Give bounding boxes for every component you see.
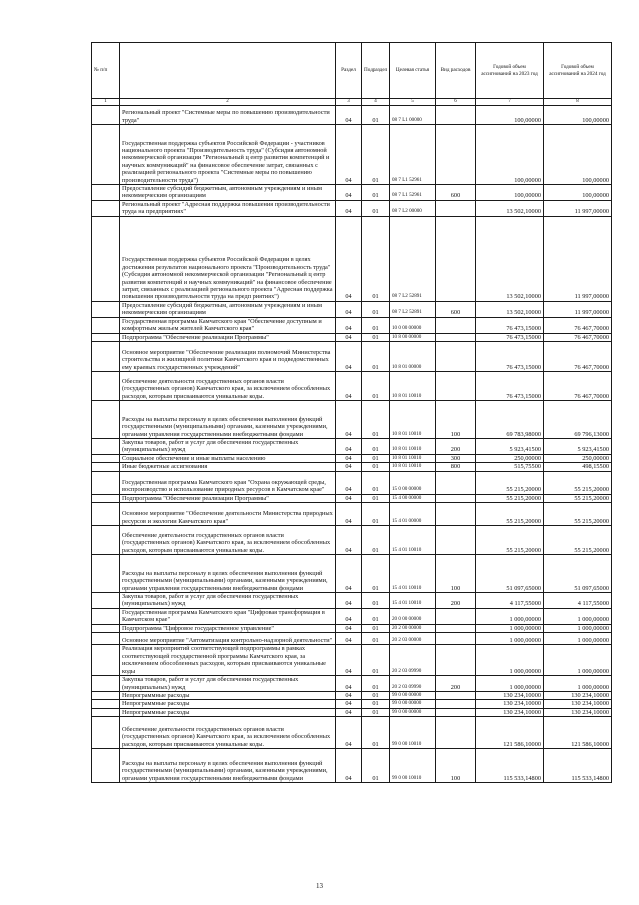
table-row <box>92 749 612 783</box>
row-num-cell <box>92 717 120 749</box>
row-expense: 200 <box>436 676 476 692</box>
table-row <box>92 471 612 494</box>
row-value-2023: 4 117,55000 <box>476 593 544 609</box>
row-section: 04 <box>336 200 362 216</box>
row-target: 99 0 00 10010 <box>390 717 436 749</box>
row-section: 04 <box>336 691 362 699</box>
row-value-2023: 55 215,20000 <box>476 526 544 555</box>
row-num-cell <box>92 333 120 341</box>
row-num-cell <box>92 454 120 462</box>
row-num-cell <box>92 471 120 494</box>
row-target: 10 8 01 00000 <box>390 342 436 372</box>
row-subsection: 01 <box>362 645 390 676</box>
row-value-2024: 69 796,13000 <box>544 401 612 439</box>
table-row <box>92 645 612 676</box>
row-name: Подпрограмма "Обеспечение реализации Программы" <box>120 333 336 341</box>
row-name: Государственная поддержка субъектов Российской Федерации - участников национального проекта "Производительность труда" (Субсидия автономной некоммерческой организации "Региональный ц ентр развития компетенций и научных коммуникаций" на финансовое обеспечение затрат, связанных с реализацией регионального проекта "Системные меры по повышению производительности труда") <box>120 125 336 185</box>
table-row <box>92 624 612 632</box>
row-section: 04 <box>336 463 362 471</box>
row-target: 15 0 00 00000 <box>390 471 436 494</box>
budget-table <box>91 42 612 783</box>
row-section: 04 <box>336 608 362 624</box>
row-target: 08 7 L2 52891 <box>390 216 436 301</box>
row-value-2023: 130 234,10000 <box>476 691 544 699</box>
row-expense: 100 <box>436 749 476 783</box>
row-expense: 200 <box>436 439 476 455</box>
row-value-2023: 1 000,00000 <box>476 676 544 692</box>
row-expense: 300 <box>436 454 476 462</box>
header-section: Раздел <box>336 43 362 99</box>
row-expense: 100 <box>436 555 476 593</box>
column-number: 5 <box>390 99 436 106</box>
row-expense <box>436 633 476 645</box>
table-row <box>92 106 612 125</box>
row-target: 20 0 00 00000 <box>390 608 436 624</box>
row-subsection: 01 <box>362 401 390 439</box>
row-value-2024: 55 215,20000 <box>544 526 612 555</box>
row-target: 99 0 00 10010 <box>390 749 436 783</box>
row-expense <box>436 317 476 333</box>
row-value-2024: 55 215,20000 <box>544 494 612 502</box>
row-num-cell <box>92 700 120 708</box>
row-name: Обеспечение деятельности государственных органов власти (государственных органов) Камчатского края, за исключением обособленных расходов, которым присваиваются уникальные коды. <box>120 372 336 401</box>
row-section: 04 <box>336 717 362 749</box>
row-value-2024: 100,00000 <box>544 125 612 185</box>
table-row <box>92 317 612 333</box>
row-value-2024: 11 997,00000 <box>544 301 612 317</box>
row-section: 04 <box>336 593 362 609</box>
column-number: 2 <box>120 99 336 106</box>
row-num-cell <box>92 372 120 401</box>
row-subsection: 01 <box>362 526 390 555</box>
row-section: 04 <box>336 633 362 645</box>
row-target: 15 4 01 10010 <box>390 593 436 609</box>
row-subsection: 01 <box>362 106 390 125</box>
row-value-2024: 76 467,70000 <box>544 372 612 401</box>
row-expense <box>436 717 476 749</box>
row-target: 15 4 01 10010 <box>390 526 436 555</box>
row-section: 04 <box>336 333 362 341</box>
row-name: Региональный проект "Адресная поддержка повышения производительности труда на предприятиях" <box>120 200 336 216</box>
row-value-2024: 1 000,00000 <box>544 676 612 692</box>
table-row <box>92 608 612 624</box>
row-num-cell <box>92 503 120 526</box>
row-value-2024: 55 215,20000 <box>544 503 612 526</box>
row-value-2023: 1 000,00000 <box>476 645 544 676</box>
table-row <box>92 200 612 216</box>
row-expense: 200 <box>436 593 476 609</box>
row-value-2023: 13 502,10000 <box>476 301 544 317</box>
row-expense <box>436 526 476 555</box>
row-value-2024: 121 586,10000 <box>544 717 612 749</box>
row-num-cell <box>92 633 120 645</box>
table-row <box>92 216 612 301</box>
table-row <box>92 708 612 716</box>
row-num-cell <box>92 645 120 676</box>
row-num-cell <box>92 125 120 185</box>
row-expense <box>436 106 476 125</box>
column-number: 8 <box>544 99 612 106</box>
header-2024: Годовой объем ассигнований на 2024 год <box>544 43 612 99</box>
row-name: Государственная поддержка субъектов Российской Федерации в целях достижения результатов национального проекта "Производительность труда" (Субсидия автономной некоммерческой организации "Региональный ц ентр развития компетенций и научных коммуникаций" на финансовое обеспечение затрат, связанных с реализацией регионального проекта "Адресная поддержка повышения производительности труда на предп риятиях") <box>120 216 336 301</box>
row-value-2024: 498,15500 <box>544 463 612 471</box>
row-num-cell <box>92 708 120 716</box>
row-section: 04 <box>336 342 362 372</box>
row-target: 15 4 00 00000 <box>390 494 436 502</box>
row-value-2023: 55 215,20000 <box>476 471 544 494</box>
row-expense <box>436 125 476 185</box>
row-target: 08 7 L1 52961 <box>390 125 436 185</box>
row-target: 08 7 L2 00000 <box>390 200 436 216</box>
row-name: Социальное обеспечение и иные выплаты населению <box>120 454 336 462</box>
row-name: Государственная программа Камчатского края "Обеспечение доступным и комфортным жильем жителей Камчатского края" <box>120 317 336 333</box>
row-value-2024: 130 234,10000 <box>544 691 612 699</box>
row-target: 10 8 01 10010 <box>390 454 436 462</box>
row-subsection: 01 <box>362 342 390 372</box>
row-section: 04 <box>336 401 362 439</box>
row-num-cell <box>92 555 120 593</box>
row-expense <box>436 691 476 699</box>
row-section: 04 <box>336 471 362 494</box>
row-num-cell <box>92 317 120 333</box>
row-value-2024: 76 467,70000 <box>544 333 612 341</box>
row-name: Региональный проект "Системные меры по повышению производительности труда" <box>120 106 336 125</box>
row-value-2023: 5 923,41500 <box>476 439 544 455</box>
row-value-2024: 1 000,00000 <box>544 633 612 645</box>
row-value-2024: 130 234,10000 <box>544 700 612 708</box>
row-name: Предоставление субсидий бюджетным, автономным учреждениям и иным некоммерческим организациям <box>120 185 336 201</box>
row-name: Закупка товаров, работ и услуг для обеспечения государственных (муниципальных) нужд <box>120 593 336 609</box>
row-subsection: 01 <box>362 216 390 301</box>
row-target: 20 2 00 00000 <box>390 624 436 632</box>
row-num-cell <box>92 439 120 455</box>
table-row <box>92 717 612 749</box>
row-target: 10 8 01 10010 <box>390 401 436 439</box>
column-number: 6 <box>436 99 476 106</box>
row-name: Основное мероприятие "Обеспечение деятельности Министерства природных ресурсов и экологии Камчатского края" <box>120 503 336 526</box>
table-row <box>92 463 612 471</box>
row-value-2024: 130 234,10000 <box>544 708 612 716</box>
row-num-cell <box>92 749 120 783</box>
row-subsection: 01 <box>362 471 390 494</box>
table-row <box>92 526 612 555</box>
row-subsection: 01 <box>362 691 390 699</box>
row-expense <box>436 700 476 708</box>
row-target: 08 7 L1 52961 <box>390 185 436 201</box>
row-subsection: 01 <box>362 317 390 333</box>
table-row <box>92 372 612 401</box>
row-value-2023: 55 215,20000 <box>476 494 544 502</box>
row-value-2023: 76 473,15000 <box>476 317 544 333</box>
row-value-2023: 115 533,14800 <box>476 749 544 783</box>
row-name: Непрограммные расходы <box>120 708 336 716</box>
row-section: 04 <box>336 700 362 708</box>
row-name: Иные бюджетные ассигнования <box>120 463 336 471</box>
row-value-2023: 76 473,15000 <box>476 372 544 401</box>
row-value-2024: 1 000,00000 <box>544 624 612 632</box>
row-target: 15 4 01 10010 <box>390 555 436 593</box>
row-name: Основное мероприятие "Автоматизация контрольно-надзорной деятельности" <box>120 633 336 645</box>
row-expense: 800 <box>436 463 476 471</box>
row-expense <box>436 503 476 526</box>
row-value-2024: 76 467,70000 <box>544 342 612 372</box>
row-value-2023: 250,00000 <box>476 454 544 462</box>
row-subsection: 01 <box>362 301 390 317</box>
row-value-2023: 1 000,00000 <box>476 624 544 632</box>
row-value-2024: 250,00000 <box>544 454 612 462</box>
row-value-2023: 51 097,65000 <box>476 555 544 593</box>
row-name: Обеспечение деятельности государственных органов власти (государственных органов) Камчатского края, за исключением обособленных расходов, которым присваиваются уникальные коды. <box>120 526 336 555</box>
row-target: 99 0 00 00000 <box>390 691 436 699</box>
table-row <box>92 691 612 699</box>
row-name: Расходы на выплаты персоналу в целях обеспечения выполнения функций государственными (муниципальными) органами, казенными учреждениями, органами управления государственными внебюджетными фондами <box>120 555 336 593</box>
row-value-2023: 1 000,00000 <box>476 608 544 624</box>
row-expense: 100 <box>436 401 476 439</box>
row-value-2024: 76 467,70000 <box>544 317 612 333</box>
table-row <box>92 333 612 341</box>
row-section: 04 <box>336 624 362 632</box>
row-section: 04 <box>336 185 362 201</box>
row-section: 04 <box>336 555 362 593</box>
row-subsection: 01 <box>362 593 390 609</box>
row-expense <box>436 372 476 401</box>
row-value-2024: 11 997,00000 <box>544 216 612 301</box>
row-subsection: 01 <box>362 439 390 455</box>
row-value-2023: 1 000,00000 <box>476 633 544 645</box>
row-value-2024: 100,00000 <box>544 185 612 201</box>
row-subsection: 01 <box>362 749 390 783</box>
row-num-cell <box>92 185 120 201</box>
column-number: 1 <box>92 99 120 106</box>
table-row <box>92 185 612 201</box>
table-row <box>92 593 612 609</box>
column-number-row <box>92 99 612 106</box>
row-subsection: 01 <box>362 494 390 502</box>
row-name: Государственная программа Камчатского края "Цифровая трансформация в Камчатском крае" <box>120 608 336 624</box>
table-row <box>92 454 612 462</box>
row-subsection: 01 <box>362 333 390 341</box>
row-num-cell <box>92 463 120 471</box>
row-section: 04 <box>336 106 362 125</box>
row-subsection: 01 <box>362 708 390 716</box>
row-section: 04 <box>336 526 362 555</box>
row-num-cell <box>92 106 120 125</box>
row-value-2024: 11 997,00000 <box>544 200 612 216</box>
row-num-cell <box>92 624 120 632</box>
row-value-2024: 1 000,00000 <box>544 608 612 624</box>
row-num-cell <box>92 401 120 439</box>
row-value-2023: 13 502,10000 <box>476 200 544 216</box>
header-num: № п/п <box>92 43 120 99</box>
row-subsection: 01 <box>362 676 390 692</box>
row-expense <box>436 216 476 301</box>
row-value-2023: 130 234,10000 <box>476 708 544 716</box>
row-target: 20 2 03 09990 <box>390 645 436 676</box>
row-name: Государственная программа Камчатского края "Охрана окружающей среды, воспроизводство и использование природных ресурсов в Камчатском крае" <box>120 471 336 494</box>
row-subsection: 01 <box>362 454 390 462</box>
header-name <box>120 43 336 99</box>
row-subsection: 01 <box>362 608 390 624</box>
row-subsection: 01 <box>362 555 390 593</box>
row-target: 15 4 01 00000 <box>390 503 436 526</box>
row-target: 99 0 00 00000 <box>390 700 436 708</box>
row-name: Закупка товаров, работ и услуг для обеспечения государственных (муниципальных) нужд <box>120 439 336 455</box>
column-number: 4 <box>362 99 390 106</box>
row-name: Непрограммные расходы <box>120 691 336 699</box>
row-name: Основное мероприятие "Обеспечение реализации полномочий Министерства строительства и жилищной политики Камчатского края и подведомственных ему краевых государственных учреждений" <box>120 342 336 372</box>
table-row <box>92 555 612 593</box>
row-target: 08 7 L2 52891 <box>390 301 436 317</box>
row-expense <box>436 624 476 632</box>
row-value-2024: 51 097,65000 <box>544 555 612 593</box>
row-num-cell <box>92 342 120 372</box>
row-num-cell <box>92 676 120 692</box>
row-subsection: 01 <box>362 633 390 645</box>
row-section: 04 <box>336 676 362 692</box>
row-num-cell <box>92 593 120 609</box>
header-target: Целевая статья <box>390 43 436 99</box>
row-num-cell <box>92 301 120 317</box>
row-value-2024: 1 000,00000 <box>544 645 612 676</box>
row-value-2023: 76 473,15000 <box>476 333 544 341</box>
row-subsection: 01 <box>362 463 390 471</box>
row-section: 04 <box>336 301 362 317</box>
row-expense <box>436 333 476 341</box>
row-num-cell <box>92 200 120 216</box>
row-target: 10 8 01 10010 <box>390 463 436 471</box>
row-value-2023: 100,00000 <box>476 185 544 201</box>
table-row <box>92 401 612 439</box>
column-number: 7 <box>476 99 544 106</box>
row-section: 04 <box>336 454 362 462</box>
row-value-2024: 5 923,41500 <box>544 439 612 455</box>
page-number: 13 <box>316 882 323 890</box>
row-subsection: 01 <box>362 372 390 401</box>
row-num-cell <box>92 691 120 699</box>
row-num-cell <box>92 494 120 502</box>
row-value-2023: 130 234,10000 <box>476 700 544 708</box>
row-target: 10 8 01 10010 <box>390 439 436 455</box>
table-row <box>92 700 612 708</box>
row-target: 20 2 03 00000 <box>390 633 436 645</box>
row-name: Реализация мероприятий соответствующей подпрограммы в рамках соответствующей государственной программы Камчатского края, за исключением обособленных расходов, которым присваиваются уникальные коды <box>120 645 336 676</box>
row-subsection: 01 <box>362 200 390 216</box>
row-expense: 600 <box>436 301 476 317</box>
header-2023: Годовой объем ассигнований на 2023 год <box>476 43 544 99</box>
row-name: Расходы на выплаты персоналу в целях обеспечения выполнения функций государственными (муниципальными) органами, казенными учреждениями, органами управления государственными внебюджетными фондами <box>120 749 336 783</box>
row-expense <box>436 708 476 716</box>
row-expense <box>436 200 476 216</box>
row-name: Закупка товаров, работ и услуг для обеспечения государственных (муниципальных) нужд <box>120 676 336 692</box>
row-value-2024: 100,00000 <box>544 106 612 125</box>
row-value-2023: 69 783,98000 <box>476 401 544 439</box>
row-section: 04 <box>336 372 362 401</box>
row-expense <box>436 342 476 372</box>
table-row <box>92 633 612 645</box>
row-target: 08 7 L1 00000 <box>390 106 436 125</box>
row-value-2023: 515,75500 <box>476 463 544 471</box>
row-target: 20 2 03 09990 <box>390 676 436 692</box>
row-num-cell <box>92 216 120 301</box>
row-name: Предоставление субсидий бюджетным, автономным учреждениям и иным некоммерческим организациям <box>120 301 336 317</box>
row-value-2023: 55 215,20000 <box>476 503 544 526</box>
row-section: 04 <box>336 645 362 676</box>
row-target: 99 0 00 00000 <box>390 708 436 716</box>
table-row <box>92 125 612 185</box>
table-row <box>92 342 612 372</box>
row-section: 04 <box>336 317 362 333</box>
row-subsection: 01 <box>362 125 390 185</box>
row-subsection: 01 <box>362 700 390 708</box>
row-section: 04 <box>336 708 362 716</box>
header-row <box>92 43 612 99</box>
row-value-2023: 76 473,15000 <box>476 342 544 372</box>
row-name: Подпрограмма "Цифровое государственное управление" <box>120 624 336 632</box>
row-section: 04 <box>336 125 362 185</box>
row-value-2024: 4 117,55000 <box>544 593 612 609</box>
row-expense <box>436 471 476 494</box>
row-expense <box>436 608 476 624</box>
row-value-2024: 115 533,14800 <box>544 749 612 783</box>
row-subsection: 01 <box>362 717 390 749</box>
table-row <box>92 503 612 526</box>
row-section: 04 <box>336 494 362 502</box>
row-name: Непрограммные расходы <box>120 700 336 708</box>
row-value-2023: 13 502,10000 <box>476 216 544 301</box>
row-section: 04 <box>336 439 362 455</box>
row-value-2024: 55 215,20000 <box>544 471 612 494</box>
row-section: 04 <box>336 216 362 301</box>
row-subsection: 01 <box>362 185 390 201</box>
row-subsection: 01 <box>362 624 390 632</box>
row-target: 10 8 00 00000 <box>390 333 436 341</box>
row-section: 04 <box>336 749 362 783</box>
header-subsection: Подраздел <box>362 43 390 99</box>
row-name: Подпрограмма "Обеспечение реализации Программы" <box>120 494 336 502</box>
row-subsection: 01 <box>362 503 390 526</box>
row-num-cell <box>92 608 120 624</box>
row-section: 04 <box>336 503 362 526</box>
table-row <box>92 494 612 502</box>
row-expense: 600 <box>436 185 476 201</box>
column-number: 3 <box>336 99 362 106</box>
table-row <box>92 439 612 455</box>
row-value-2023: 100,00000 <box>476 106 544 125</box>
row-name: Обеспечение деятельности государственных органов власти (государственных органов) Камчатского края, за исключением обособленных расходов, которым присваиваются уникальные коды. <box>120 717 336 749</box>
table-row <box>92 676 612 692</box>
row-num-cell <box>92 526 120 555</box>
row-target: 10 0 00 00000 <box>390 317 436 333</box>
header-expense: Вид расходов <box>436 43 476 99</box>
row-value-2023: 121 586,10000 <box>476 717 544 749</box>
row-expense <box>436 645 476 676</box>
row-name: Расходы на выплаты персоналу в целях обеспечения выполнения функций государственными (муниципальными) органами, казенными учреждениями, органами управления государственными внебюджетными фондами <box>120 401 336 439</box>
table-row <box>92 301 612 317</box>
row-value-2023: 100,00000 <box>476 125 544 185</box>
row-target: 10 8 01 10010 <box>390 372 436 401</box>
row-expense <box>436 494 476 502</box>
